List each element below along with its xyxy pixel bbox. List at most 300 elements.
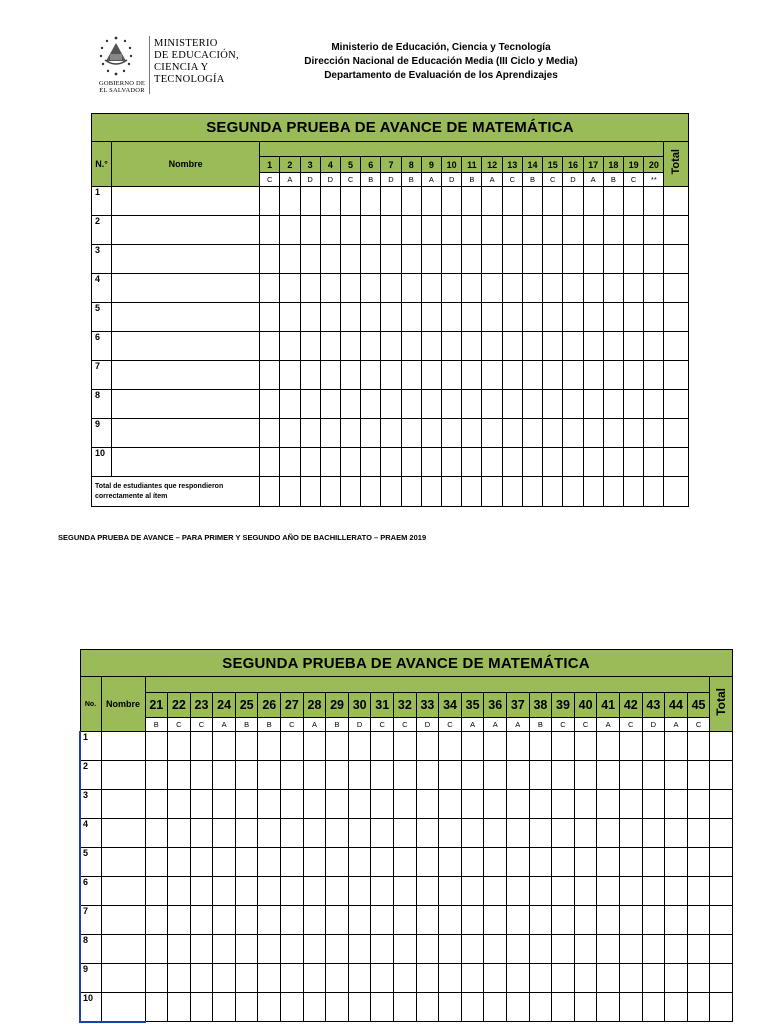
answer-cell[interactable]: [280, 245, 300, 274]
answer-cell[interactable]: [543, 216, 563, 245]
answer-cell[interactable]: [484, 993, 507, 1022]
answer-cell[interactable]: [529, 906, 552, 935]
answer-cell[interactable]: [665, 819, 688, 848]
answer-cell[interactable]: [442, 303, 462, 332]
answer-cell[interactable]: [461, 877, 484, 906]
answer-cell[interactable]: [574, 964, 597, 993]
answer-cell[interactable]: [507, 761, 530, 790]
answer-cell[interactable]: [340, 245, 360, 274]
answer-cell[interactable]: [624, 216, 644, 245]
answer-cell[interactable]: [644, 448, 664, 477]
answer-cell[interactable]: [371, 819, 394, 848]
answer-cell[interactable]: [563, 303, 583, 332]
correct-count-cell[interactable]: [543, 477, 563, 507]
correct-count-cell[interactable]: [624, 477, 644, 507]
answer-cell[interactable]: [281, 935, 304, 964]
answer-cell[interactable]: [439, 935, 462, 964]
answer-cell[interactable]: [439, 877, 462, 906]
answer-cell[interactable]: [687, 790, 710, 819]
answer-cell[interactable]: [303, 877, 326, 906]
answer-cell[interactable]: [421, 361, 441, 390]
answer-cell[interactable]: [416, 790, 439, 819]
answer-cell[interactable]: [507, 877, 530, 906]
answer-cell[interactable]: [462, 274, 482, 303]
correct-count-cell[interactable]: [502, 477, 522, 507]
answer-cell[interactable]: [624, 390, 644, 419]
answer-cell[interactable]: [583, 245, 603, 274]
correct-count-cell[interactable]: [421, 477, 441, 507]
student-name-cell[interactable]: [112, 390, 260, 419]
answer-cell[interactable]: [529, 819, 552, 848]
answer-cell[interactable]: [145, 761, 168, 790]
student-name-cell[interactable]: [112, 216, 260, 245]
answer-cell[interactable]: [320, 419, 340, 448]
answer-cell[interactable]: [462, 216, 482, 245]
answer-cell[interactable]: [439, 790, 462, 819]
answer-cell[interactable]: [624, 303, 644, 332]
answer-cell[interactable]: [300, 390, 320, 419]
answer-cell[interactable]: [563, 448, 583, 477]
answer-cell[interactable]: [168, 964, 191, 993]
answer-cell[interactable]: [281, 877, 304, 906]
answer-cell[interactable]: [619, 819, 642, 848]
answer-cell[interactable]: [597, 906, 620, 935]
answer-cell[interactable]: [213, 761, 236, 790]
answer-cell[interactable]: [303, 848, 326, 877]
answer-cell[interactable]: [442, 361, 462, 390]
answer-cell[interactable]: [484, 848, 507, 877]
answer-cell[interactable]: [168, 935, 191, 964]
answer-cell[interactable]: [462, 361, 482, 390]
answer-cell[interactable]: [502, 390, 522, 419]
answer-cell[interactable]: [619, 877, 642, 906]
answer-cell[interactable]: [190, 790, 213, 819]
answer-cell[interactable]: [213, 906, 236, 935]
answer-cell[interactable]: [416, 906, 439, 935]
answer-cell[interactable]: [190, 993, 213, 1022]
answer-cell[interactable]: [361, 390, 381, 419]
student-name-cell[interactable]: [101, 761, 145, 790]
answer-cell[interactable]: [439, 964, 462, 993]
answer-cell[interactable]: [258, 848, 281, 877]
correct-count-cell[interactable]: [522, 477, 542, 507]
answer-cell[interactable]: [624, 361, 644, 390]
answer-cell[interactable]: [190, 877, 213, 906]
answer-cell[interactable]: [461, 993, 484, 1022]
answer-cell[interactable]: [145, 877, 168, 906]
correct-count-cell[interactable]: [320, 477, 340, 507]
answer-cell[interactable]: [461, 906, 484, 935]
answer-cell[interactable]: [482, 361, 502, 390]
answer-cell[interactable]: [644, 390, 664, 419]
answer-cell[interactable]: [421, 448, 441, 477]
answer-cell[interactable]: [603, 216, 623, 245]
student-name-cell[interactable]: [101, 964, 145, 993]
answer-cell[interactable]: [619, 761, 642, 790]
answer-cell[interactable]: [371, 848, 394, 877]
answer-cell[interactable]: [665, 848, 688, 877]
answer-cell[interactable]: [644, 332, 664, 361]
answer-cell[interactable]: [462, 390, 482, 419]
answer-cell[interactable]: [416, 964, 439, 993]
total-cell[interactable]: [710, 906, 732, 935]
student-name-cell[interactable]: [112, 245, 260, 274]
answer-cell[interactable]: [421, 187, 441, 216]
answer-cell[interactable]: [543, 332, 563, 361]
correct-count-cell[interactable]: [583, 477, 603, 507]
answer-cell[interactable]: [687, 993, 710, 1022]
answer-cell[interactable]: [421, 216, 441, 245]
answer-cell[interactable]: [552, 732, 575, 761]
answer-cell[interactable]: [619, 964, 642, 993]
answer-cell[interactable]: [462, 332, 482, 361]
student-name-cell[interactable]: [101, 819, 145, 848]
answer-cell[interactable]: [552, 819, 575, 848]
answer-cell[interactable]: [260, 216, 280, 245]
answer-cell[interactable]: [442, 448, 462, 477]
answer-cell[interactable]: [340, 419, 360, 448]
answer-cell[interactable]: [442, 187, 462, 216]
total-cell[interactable]: [664, 216, 689, 245]
answer-cell[interactable]: [348, 732, 371, 761]
total-cell[interactable]: [664, 390, 689, 419]
answer-cell[interactable]: [603, 332, 623, 361]
answer-cell[interactable]: [258, 906, 281, 935]
answer-cell[interactable]: [619, 935, 642, 964]
total-cell[interactable]: [710, 819, 732, 848]
answer-cell[interactable]: [507, 935, 530, 964]
answer-cell[interactable]: [644, 419, 664, 448]
answer-cell[interactable]: [619, 732, 642, 761]
answer-cell[interactable]: [687, 935, 710, 964]
answer-cell[interactable]: [583, 390, 603, 419]
answer-cell[interactable]: [340, 187, 360, 216]
answer-cell[interactable]: [168, 993, 191, 1022]
answer-cell[interactable]: [421, 274, 441, 303]
answer-cell[interactable]: [574, 906, 597, 935]
answer-cell[interactable]: [665, 790, 688, 819]
answer-cell[interactable]: [502, 303, 522, 332]
answer-cell[interactable]: [502, 419, 522, 448]
answer-cell[interactable]: [687, 964, 710, 993]
answer-cell[interactable]: [235, 761, 258, 790]
answer-cell[interactable]: [235, 877, 258, 906]
total-cell[interactable]: [664, 245, 689, 274]
answer-cell[interactable]: [281, 761, 304, 790]
answer-cell[interactable]: [687, 877, 710, 906]
student-name-cell[interactable]: [112, 332, 260, 361]
answer-cell[interactable]: [574, 935, 597, 964]
answer-cell[interactable]: [522, 332, 542, 361]
answer-cell[interactable]: [303, 819, 326, 848]
answer-cell[interactable]: [326, 848, 349, 877]
answer-cell[interactable]: [552, 993, 575, 1022]
answer-cell[interactable]: [340, 303, 360, 332]
answer-cell[interactable]: [340, 390, 360, 419]
answer-cell[interactable]: [597, 848, 620, 877]
answer-cell[interactable]: [624, 187, 644, 216]
answer-cell[interactable]: [522, 274, 542, 303]
answer-cell[interactable]: [320, 332, 340, 361]
answer-cell[interactable]: [416, 819, 439, 848]
answer-cell[interactable]: [482, 448, 502, 477]
answer-cell[interactable]: [394, 906, 417, 935]
answer-cell[interactable]: [507, 819, 530, 848]
answer-cell[interactable]: [624, 448, 644, 477]
answer-cell[interactable]: [300, 361, 320, 390]
answer-cell[interactable]: [190, 935, 213, 964]
answer-cell[interactable]: [281, 906, 304, 935]
answer-cell[interactable]: [597, 819, 620, 848]
answer-cell[interactable]: [529, 761, 552, 790]
answer-cell[interactable]: [574, 790, 597, 819]
answer-cell[interactable]: [280, 448, 300, 477]
answer-cell[interactable]: [303, 935, 326, 964]
answer-cell[interactable]: [320, 274, 340, 303]
answer-cell[interactable]: [552, 790, 575, 819]
answer-cell[interactable]: [522, 216, 542, 245]
answer-cell[interactable]: [320, 303, 340, 332]
answer-cell[interactable]: [442, 216, 462, 245]
answer-cell[interactable]: [320, 448, 340, 477]
answer-cell[interactable]: [619, 993, 642, 1022]
answer-cell[interactable]: [665, 964, 688, 993]
answer-cell[interactable]: [529, 877, 552, 906]
answer-cell[interactable]: [361, 361, 381, 390]
student-name-cell[interactable]: [101, 935, 145, 964]
answer-cell[interactable]: [687, 906, 710, 935]
answer-cell[interactable]: [348, 935, 371, 964]
answer-cell[interactable]: [484, 732, 507, 761]
answer-cell[interactable]: [484, 877, 507, 906]
answer-cell[interactable]: [462, 303, 482, 332]
answer-cell[interactable]: [168, 761, 191, 790]
answer-cell[interactable]: [394, 993, 417, 1022]
total-cell[interactable]: [710, 877, 732, 906]
answer-cell[interactable]: [401, 187, 421, 216]
answer-cell[interactable]: [190, 848, 213, 877]
correct-count-cell[interactable]: [280, 477, 300, 507]
answer-cell[interactable]: [543, 303, 563, 332]
answer-cell[interactable]: [258, 732, 281, 761]
answer-cell[interactable]: [326, 993, 349, 1022]
answer-cell[interactable]: [603, 274, 623, 303]
total-cell[interactable]: [664, 332, 689, 361]
answer-cell[interactable]: [439, 761, 462, 790]
answer-cell[interactable]: [529, 964, 552, 993]
answer-cell[interactable]: [522, 187, 542, 216]
answer-cell[interactable]: [168, 848, 191, 877]
answer-cell[interactable]: [642, 964, 665, 993]
answer-cell[interactable]: [461, 819, 484, 848]
answer-cell[interactable]: [213, 993, 236, 1022]
answer-cell[interactable]: [281, 819, 304, 848]
answer-cell[interactable]: [462, 187, 482, 216]
answer-cell[interactable]: [280, 274, 300, 303]
answer-cell[interactable]: [326, 935, 349, 964]
answer-cell[interactable]: [320, 187, 340, 216]
answer-cell[interactable]: [145, 819, 168, 848]
answer-cell[interactable]: [687, 732, 710, 761]
answer-cell[interactable]: [281, 790, 304, 819]
answer-cell[interactable]: [644, 274, 664, 303]
answer-cell[interactable]: [213, 732, 236, 761]
answer-cell[interactable]: [348, 819, 371, 848]
answer-cell[interactable]: [563, 274, 583, 303]
answer-cell[interactable]: [340, 332, 360, 361]
correct-count-cell[interactable]: [260, 477, 280, 507]
answer-cell[interactable]: [348, 790, 371, 819]
answer-cell[interactable]: [543, 187, 563, 216]
answer-cell[interactable]: [361, 245, 381, 274]
answer-cell[interactable]: [642, 935, 665, 964]
answer-cell[interactable]: [482, 332, 502, 361]
answer-cell[interactable]: [462, 419, 482, 448]
correct-count-cell[interactable]: [401, 477, 421, 507]
answer-cell[interactable]: [603, 245, 623, 274]
answer-cell[interactable]: [482, 419, 502, 448]
student-name-cell[interactable]: [112, 303, 260, 332]
answer-cell[interactable]: [502, 448, 522, 477]
answer-cell[interactable]: [665, 732, 688, 761]
answer-cell[interactable]: [326, 819, 349, 848]
total-cell[interactable]: [664, 419, 689, 448]
answer-cell[interactable]: [340, 448, 360, 477]
answer-cell[interactable]: [145, 964, 168, 993]
answer-cell[interactable]: [348, 906, 371, 935]
answer-cell[interactable]: [442, 332, 462, 361]
answer-cell[interactable]: [213, 964, 236, 993]
answer-cell[interactable]: [235, 964, 258, 993]
answer-cell[interactable]: [642, 790, 665, 819]
answer-cell[interactable]: [642, 761, 665, 790]
answer-cell[interactable]: [213, 877, 236, 906]
answer-cell[interactable]: [371, 906, 394, 935]
answer-cell[interactable]: [381, 245, 401, 274]
answer-cell[interactable]: [401, 419, 421, 448]
answer-cell[interactable]: [416, 935, 439, 964]
correct-count-cell[interactable]: [644, 477, 664, 507]
answer-cell[interactable]: [258, 877, 281, 906]
answer-cell[interactable]: [522, 245, 542, 274]
answer-cell[interactable]: [190, 761, 213, 790]
answer-cell[interactable]: [563, 187, 583, 216]
answer-cell[interactable]: [401, 361, 421, 390]
student-name-cell[interactable]: [112, 187, 260, 216]
answer-cell[interactable]: [190, 964, 213, 993]
answer-cell[interactable]: [624, 332, 644, 361]
answer-cell[interactable]: [583, 448, 603, 477]
answer-cell[interactable]: [529, 790, 552, 819]
answer-cell[interactable]: [552, 761, 575, 790]
total-cell[interactable]: [664, 448, 689, 477]
answer-cell[interactable]: [303, 761, 326, 790]
answer-cell[interactable]: [543, 419, 563, 448]
answer-cell[interactable]: [563, 361, 583, 390]
answer-cell[interactable]: [258, 819, 281, 848]
answer-cell[interactable]: [574, 848, 597, 877]
answer-cell[interactable]: [583, 332, 603, 361]
answer-cell[interactable]: [597, 732, 620, 761]
answer-cell[interactable]: [507, 964, 530, 993]
answer-cell[interactable]: [583, 274, 603, 303]
answer-cell[interactable]: [371, 964, 394, 993]
answer-cell[interactable]: [280, 303, 300, 332]
answer-cell[interactable]: [552, 906, 575, 935]
answer-cell[interactable]: [213, 819, 236, 848]
answer-cell[interactable]: [583, 361, 603, 390]
answer-cell[interactable]: [442, 419, 462, 448]
answer-cell[interactable]: [619, 848, 642, 877]
answer-cell[interactable]: [644, 216, 664, 245]
answer-cell[interactable]: [583, 216, 603, 245]
answer-cell[interactable]: [665, 993, 688, 1022]
answer-cell[interactable]: [642, 906, 665, 935]
answer-cell[interactable]: [597, 790, 620, 819]
answer-cell[interactable]: [461, 935, 484, 964]
answer-cell[interactable]: [168, 732, 191, 761]
answer-cell[interactable]: [361, 303, 381, 332]
answer-cell[interactable]: [381, 390, 401, 419]
answer-cell[interactable]: [300, 216, 320, 245]
student-name-cell[interactable]: [101, 732, 145, 761]
answer-cell[interactable]: [583, 187, 603, 216]
answer-cell[interactable]: [401, 274, 421, 303]
answer-cell[interactable]: [642, 848, 665, 877]
answer-cell[interactable]: [439, 993, 462, 1022]
answer-cell[interactable]: [619, 906, 642, 935]
answer-cell[interactable]: [381, 274, 401, 303]
answer-cell[interactable]: [401, 448, 421, 477]
answer-cell[interactable]: [461, 848, 484, 877]
answer-cell[interactable]: [421, 419, 441, 448]
answer-cell[interactable]: [280, 419, 300, 448]
answer-cell[interactable]: [416, 732, 439, 761]
answer-cell[interactable]: [421, 245, 441, 274]
answer-cell[interactable]: [563, 390, 583, 419]
correct-count-cell[interactable]: [462, 477, 482, 507]
answer-cell[interactable]: [361, 187, 381, 216]
answer-cell[interactable]: [381, 448, 401, 477]
answer-cell[interactable]: [442, 390, 462, 419]
answer-cell[interactable]: [502, 216, 522, 245]
answer-cell[interactable]: [168, 877, 191, 906]
total-cell[interactable]: [664, 361, 689, 390]
answer-cell[interactable]: [280, 332, 300, 361]
answer-cell[interactable]: [280, 187, 300, 216]
answer-cell[interactable]: [624, 419, 644, 448]
answer-cell[interactable]: [597, 935, 620, 964]
answer-cell[interactable]: [603, 361, 623, 390]
total-cell[interactable]: [664, 274, 689, 303]
answer-cell[interactable]: [603, 303, 623, 332]
answer-cell[interactable]: [552, 964, 575, 993]
answer-cell[interactable]: [597, 993, 620, 1022]
answer-cell[interactable]: [507, 732, 530, 761]
answer-cell[interactable]: [665, 935, 688, 964]
answer-cell[interactable]: [300, 332, 320, 361]
answer-cell[interactable]: [507, 848, 530, 877]
answer-cell[interactable]: [603, 187, 623, 216]
answer-cell[interactable]: [583, 419, 603, 448]
answer-cell[interactable]: [340, 361, 360, 390]
answer-cell[interactable]: [258, 964, 281, 993]
answer-cell[interactable]: [371, 732, 394, 761]
answer-cell[interactable]: [281, 993, 304, 1022]
answer-cell[interactable]: [320, 216, 340, 245]
answer-cell[interactable]: [348, 848, 371, 877]
answer-cell[interactable]: [543, 361, 563, 390]
